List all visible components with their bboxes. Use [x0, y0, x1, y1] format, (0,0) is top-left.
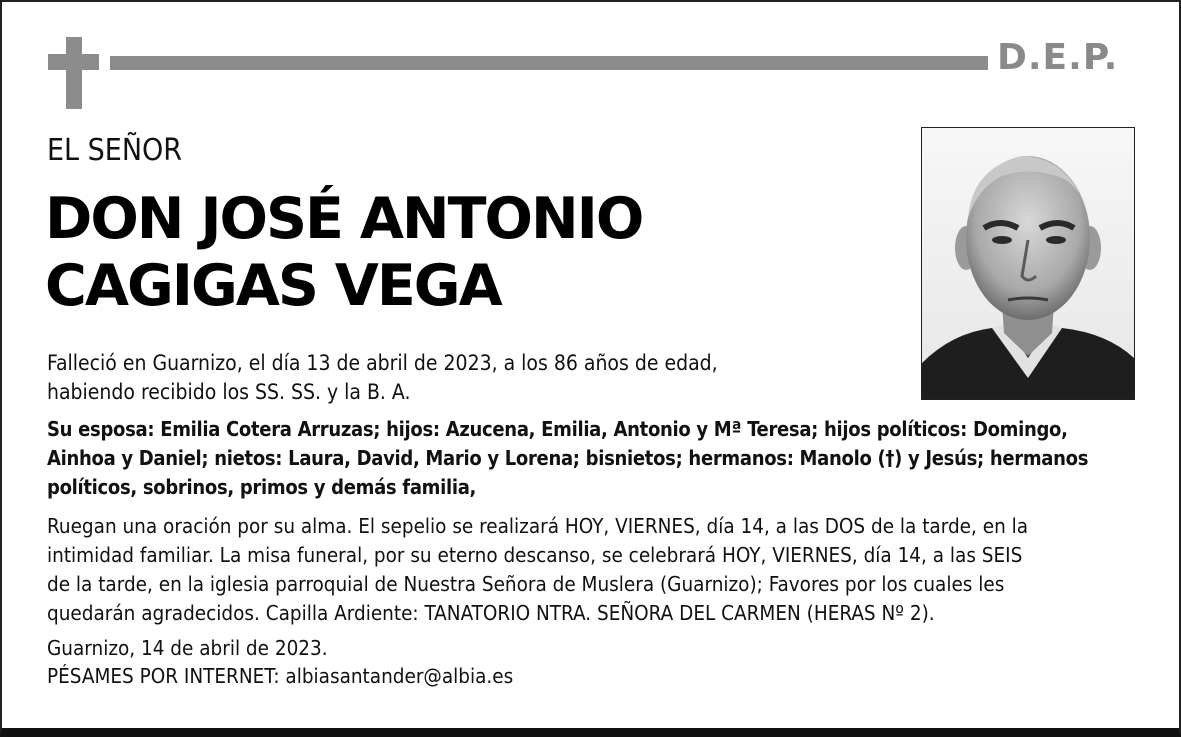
- funeral-line-4: quedarán agradecidos. Capilla Ardiente: TANATORIO NTRA. SEÑORA DEL CARMEN (HERAS Nº 2).: [47, 601, 935, 625]
- family-list: [47, 415, 1137, 502]
- dep-label: D.E.P.: [997, 37, 1119, 78]
- funeral-line-1: Ruegan una oración por su alma. El sepelio se realizará HOY, VIERNES, día 14, a las DOS de la tarde, en la: [47, 514, 1029, 538]
- funeral-line-3: de la tarde, en la iglesia parroquial de Nuestra Señora de Muslera (Guarnizo); Favores por los cuales les: [47, 572, 1005, 596]
- portrait-photo: [921, 127, 1135, 400]
- name-line-2: CAGIGAS VEGA: [45, 253, 501, 319]
- funeral-line-2: intimidad familiar. La misa funeral, por su eterno descanso, se celebrará HOY, VIERNES, día 14, a las SEIS: [47, 543, 1023, 567]
- family-line-1: Su esposa: Emilia Cotera Arruzas; hijos: Azucena, Emilia, Antonio y Mª Teresa; hijos políticos: Domingo,: [47, 417, 1068, 441]
- death-notice: [47, 349, 907, 407]
- death-line-1: Falleció en Guarnizo, el día 13 de abril de 2023, a los 86 años de edad,: [47, 351, 718, 375]
- family-line-3: políticos, sobrinos, primos y demás familia,: [47, 475, 477, 499]
- death-line-2: habiendo recibido los SS. SS. y la B. A.: [47, 380, 411, 404]
- place-date: Guarnizo, 14 de abril de 2023.: [47, 636, 328, 660]
- condolences-line: PÉSAMES POR INTERNET: albiasantander@albia.es: [47, 664, 514, 688]
- deceased-name: [45, 186, 905, 320]
- family-line-2: Ainhoa y Daniel; nietos: Laura, David, Mario y Lorena; bisnietos; hermanos: Manolo (†) y Jesús; hermanos: [47, 446, 1089, 470]
- honorific: EL SEÑOR: [47, 133, 183, 168]
- header-rule: [110, 56, 988, 70]
- name-line-1: DON JOSÉ ANTONIO: [45, 186, 643, 252]
- funeral-details: [47, 512, 1137, 628]
